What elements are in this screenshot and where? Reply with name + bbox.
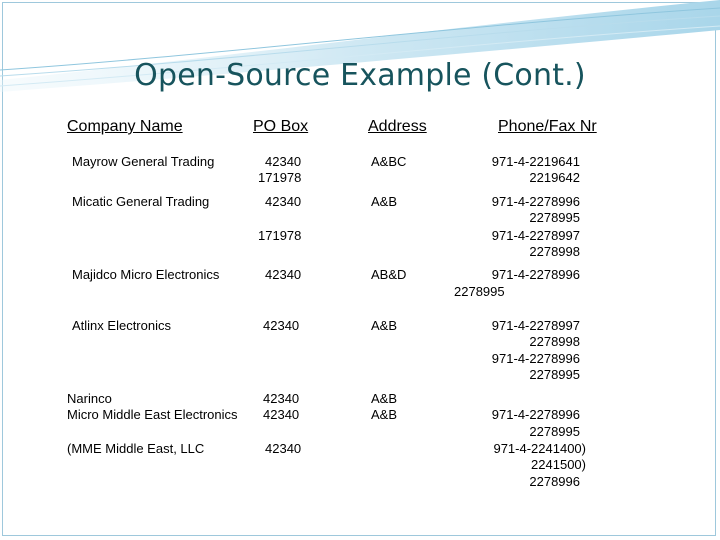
phone-cell: 2219642 <box>529 170 580 185</box>
header-address: Address <box>368 118 427 135</box>
phone-cell: 2278998 <box>529 334 580 349</box>
address-cell: A&B <box>371 194 398 209</box>
phone-cell: 2278996 <box>529 474 580 489</box>
po-box-cell: 42340 <box>265 441 302 456</box>
phone-cell: 2278995 <box>529 367 580 382</box>
company-cell: Micatic General Trading <box>72 194 210 209</box>
address-cell: A&B <box>371 407 398 422</box>
company-cell: Atlinx Electronics <box>72 318 171 333</box>
header-company-name: Company Name <box>67 118 183 135</box>
po-box-cell: 42340 <box>265 154 302 169</box>
po-box-cell: 42340 <box>263 407 300 422</box>
address-cell: A&B <box>371 318 398 333</box>
phone-cell: 971-4-2278996 <box>491 407 580 422</box>
phone-cell: 2278995 <box>529 424 580 439</box>
po-box-cell: 171978 <box>258 228 302 243</box>
header-phone-fax: Phone/Fax Nr <box>498 118 597 135</box>
header-swoosh-decoration <box>0 0 720 110</box>
company-cell: Mayrow General Trading <box>72 154 215 169</box>
phone-cell: 2278995 <box>454 284 505 299</box>
po-box-cell: 42340 <box>263 391 300 406</box>
company-cell: Narinco <box>67 391 112 406</box>
po-box-cell: 42340 <box>265 194 302 209</box>
address-cell: A&BC <box>371 154 407 169</box>
address-cell: AB&D <box>371 267 407 282</box>
phone-cell: 971-4-2278997 <box>491 228 580 243</box>
phone-cell: 971-4-2219641 <box>491 154 580 169</box>
header-po-box: PO Box <box>253 118 309 135</box>
po-box-cell: 171978 <box>258 170 302 185</box>
address-cell: A&B <box>371 391 398 406</box>
phone-cell: 2278998 <box>529 244 580 259</box>
phone-cell: 971-4-2241400) <box>493 441 586 456</box>
phone-cell: 2278995 <box>529 210 580 225</box>
po-box-cell: 42340 <box>265 267 302 282</box>
company-cell: Majidco Micro Electronics <box>72 267 220 282</box>
phone-cell: 971-4-2278996 <box>491 351 580 366</box>
slide-title: Open-Source Example (Cont.) <box>134 58 586 93</box>
phone-cell: 2241500) <box>531 457 586 472</box>
company-cell: Micro Middle East Electronics <box>67 407 238 422</box>
phone-cell: 971-4-2278996 <box>491 267 580 282</box>
phone-cell: 971-4-2278996 <box>491 194 580 209</box>
po-box-cell: 42340 <box>263 318 300 333</box>
phone-cell: 971-4-2278997 <box>491 318 580 333</box>
company-cell: (MME Middle East, LLC <box>67 441 205 456</box>
